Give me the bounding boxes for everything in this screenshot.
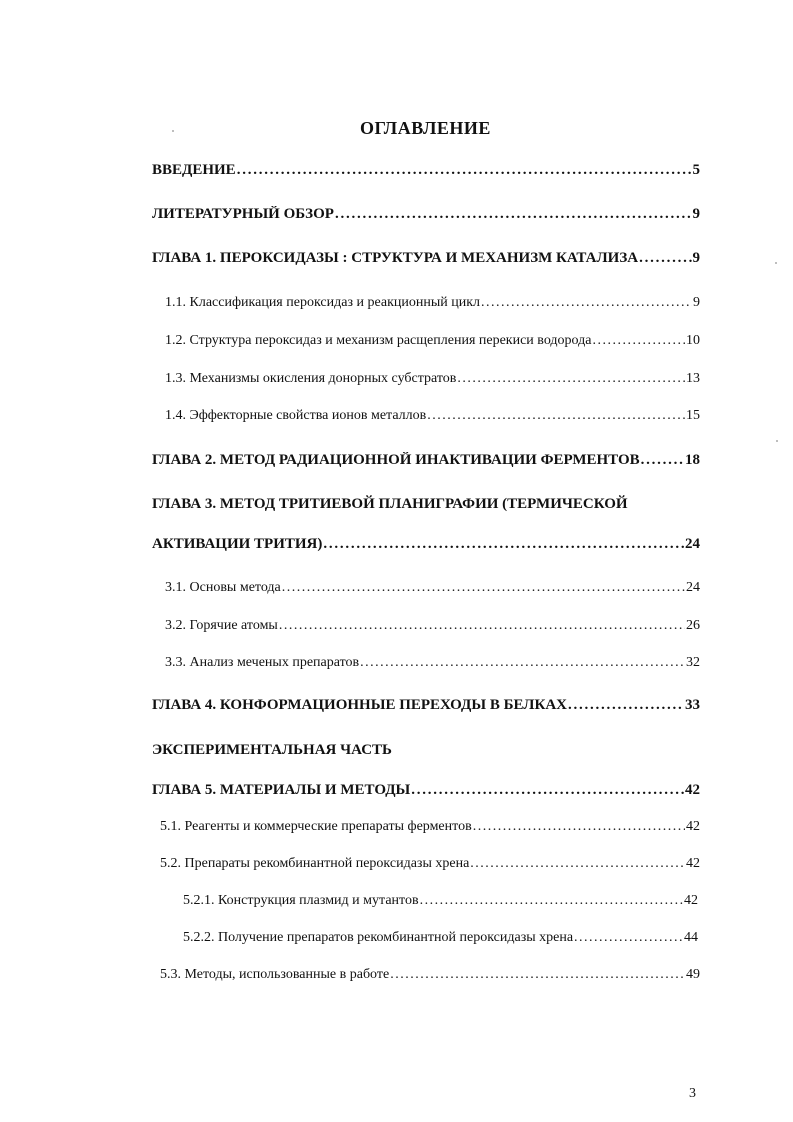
- toc-entry-introduction: [152, 162, 700, 179]
- toc-entry-3-3: [165, 655, 700, 671]
- toc-entry-5-2: [160, 856, 700, 872]
- toc-page-number: 49: [686, 967, 700, 982]
- toc-label: 5.1. Реагенты и коммерческие препараты ферментов: [160, 819, 472, 834]
- toc-label: 5.3. Методы, использованные в работе: [160, 967, 390, 982]
- dot-leader: [282, 580, 685, 596]
- toc-label: 1.2. Структура пероксидаз и механизм расщепления перекиси водорода: [165, 333, 592, 348]
- dot-leader: [323, 536, 684, 553]
- toc-label: 3.1. Основы метода: [165, 580, 281, 595]
- toc-page-number: 42: [686, 819, 700, 834]
- toc-page-number: 15: [686, 408, 700, 423]
- toc-label: 3.3. Анализ меченых препаратов: [165, 655, 360, 670]
- toc-entry-chapter-1: [152, 250, 700, 267]
- dot-leader: [639, 250, 691, 267]
- dot-leader: [390, 967, 685, 983]
- toc-entry-1-2: [165, 333, 700, 349]
- toc-label: 1.3. Механизмы окисления донорных субстратов: [165, 371, 457, 386]
- toc-page-number: 42: [685, 782, 700, 798]
- toc-entry-3-2: [165, 618, 700, 634]
- toc-label: 1.1. Классификация пероксидаз и реакционный цикл: [165, 295, 481, 310]
- toc-page-number: 9: [693, 295, 700, 310]
- toc-page-number: 24: [685, 536, 700, 552]
- toc-entry-1-4: [165, 408, 700, 424]
- toc-label: 5.2. Препараты рекомбинантной пероксидазы хрена: [160, 856, 470, 871]
- toc-page-number: 9: [692, 250, 700, 266]
- dot-leader: [279, 618, 685, 634]
- toc-label: 1.4. Эффекторные свойства ионов металлов: [165, 408, 427, 423]
- toc-page-number: 42: [686, 856, 700, 871]
- dot-leader: [420, 893, 683, 909]
- dot-leader: [335, 206, 692, 223]
- toc-entry-5-3: [160, 967, 700, 983]
- toc-section-experimental: ЭКСПЕРИМЕНТАЛЬНАЯ ЧАСТЬ: [152, 742, 392, 758]
- scan-speck: [775, 262, 777, 264]
- dot-leader: [568, 697, 684, 714]
- dot-leader: [427, 408, 685, 424]
- toc-entry-5-2-2: [183, 930, 698, 946]
- dot-leader: [360, 655, 685, 671]
- scan-speck: [776, 440, 778, 442]
- toc-entry-chapter-3: [152, 536, 700, 553]
- dot-leader: [641, 452, 684, 469]
- toc-page-number: 9: [692, 206, 700, 222]
- toc-page-number: 10: [686, 333, 700, 348]
- toc-label: ЛИТЕРАТУРНЫЙ ОБЗОР: [152, 206, 334, 222]
- toc-entry-literature-review: [152, 206, 700, 223]
- toc-entry-5-2-1: [183, 893, 698, 909]
- toc-label: 5.2.2. Получение препаратов рекомбинантной пероксидазы хрена: [183, 930, 574, 945]
- toc-label: ГЛАВА 1. ПЕРОКСИДАЗЫ : СТРУКТУРА И МЕХАНИЗМ КАТАЛИЗА: [152, 250, 639, 266]
- toc-entry-chapter-3-line1: ГЛАВА 3. МЕТОД ТРИТИЕВОЙ ПЛАНИГРАФИИ (ТЕРМИЧЕСКОЙ: [152, 496, 628, 512]
- dot-leader: [411, 782, 684, 799]
- page-number: 3: [689, 1086, 696, 1101]
- toc-page-number: 44: [684, 930, 698, 945]
- toc-page-number: 26: [686, 618, 700, 633]
- toc-entry-chapter-4: [152, 697, 700, 714]
- scan-speck: [172, 130, 174, 132]
- toc-label: АКТИВАЦИИ ТРИТИЯ): [152, 536, 323, 552]
- toc-page-number: 33: [685, 697, 700, 713]
- toc-page-number: 5: [692, 162, 700, 178]
- toc-page-number: 32: [686, 655, 700, 670]
- toc-label: 3.2. Горячие атомы: [165, 618, 278, 633]
- toc-entry-5-1: [160, 819, 700, 835]
- toc-entry-chapter-2: [152, 452, 700, 469]
- toc-entry-chapter-5: [152, 782, 700, 799]
- dot-leader: [481, 295, 692, 311]
- toc-entry-3-1: [165, 580, 700, 596]
- page-title: ОГЛАВЛЕНИЕ: [360, 118, 491, 138]
- dot-leader: [457, 371, 685, 387]
- toc-label: 5.2.1. Конструкция плазмид и мутантов: [183, 893, 419, 908]
- toc-label: ВВЕДЕНИЕ: [152, 162, 236, 178]
- toc-page-number: 13: [686, 371, 700, 386]
- dot-leader: [473, 819, 685, 835]
- toc-entry-1-3: [165, 371, 700, 387]
- toc-page-number: 42: [684, 893, 698, 908]
- dot-leader: [592, 333, 685, 349]
- toc-label: ГЛАВА 5. МАТЕРИАЛЫ И МЕТОДЫ: [152, 782, 411, 798]
- toc-page-number: 18: [685, 452, 700, 468]
- toc-page-number: 24: [686, 580, 700, 595]
- dot-leader: [237, 162, 692, 179]
- dot-leader: [470, 856, 685, 872]
- toc-label: ГЛАВА 4. КОНФОРМАЦИОННЫЕ ПЕРЕХОДЫ В БЕЛКАХ: [152, 697, 568, 713]
- toc-label: ГЛАВА 2. МЕТОД РАДИАЦИОННОЙ ИНАКТИВАЦИИ ФЕРМЕНТОВ: [152, 452, 640, 468]
- toc-entry-1-1: [165, 295, 700, 311]
- dot-leader: [574, 930, 683, 946]
